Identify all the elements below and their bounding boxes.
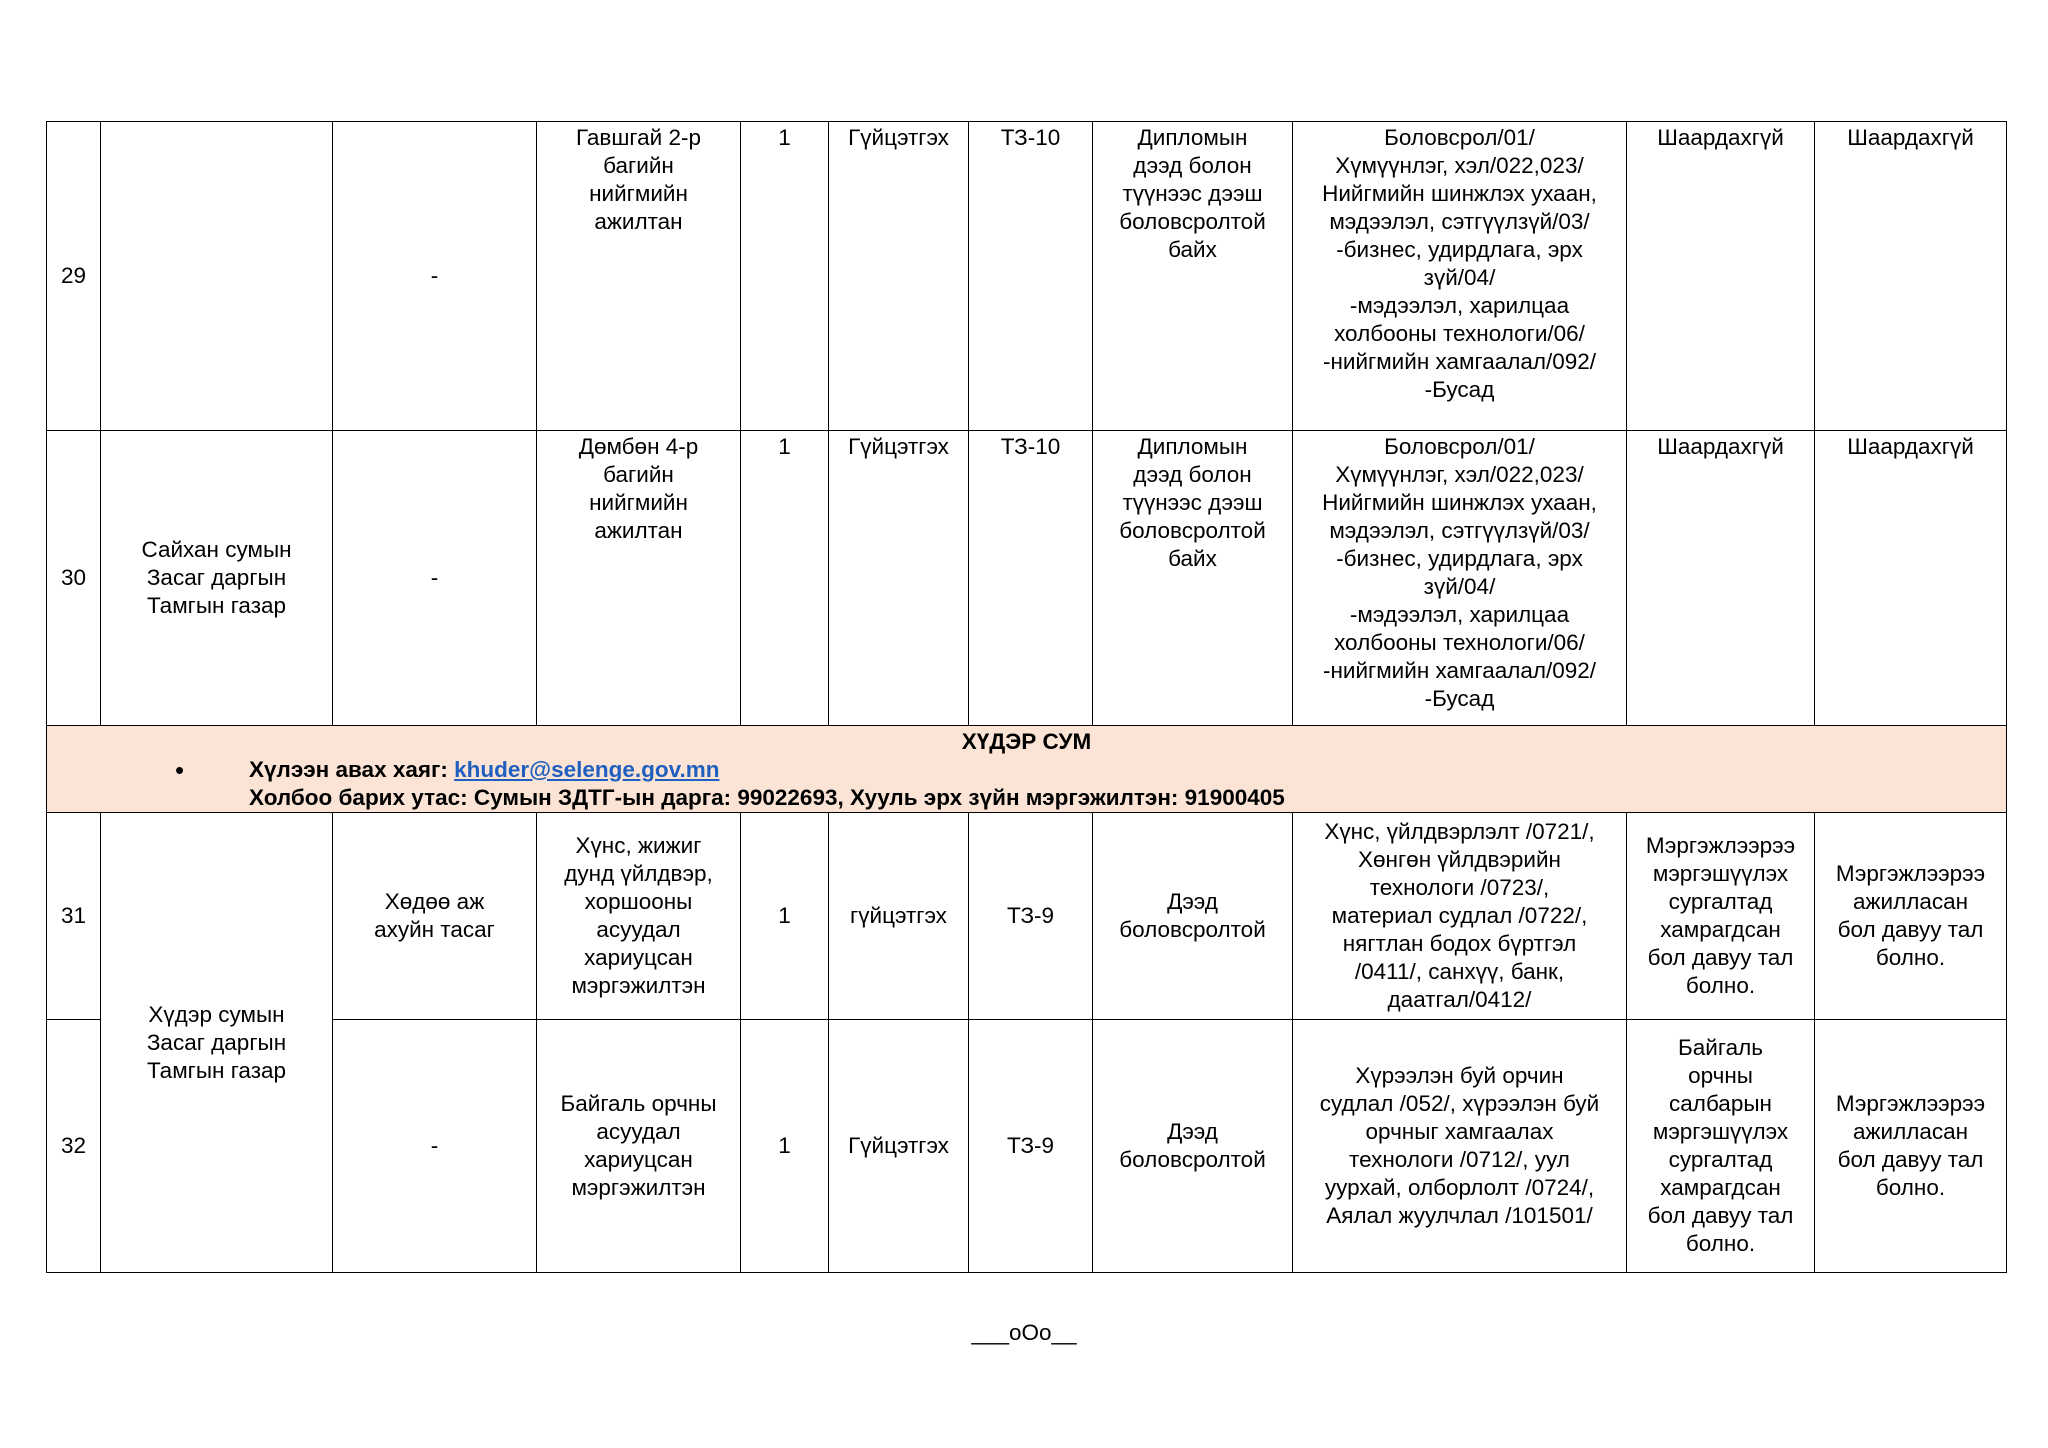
job-vacancy-table [46,121,2007,1273]
department-cell: - [333,431,537,726]
education-cell [1093,1020,1293,1273]
profession-cell [1293,813,1627,1020]
experience-cell: Шаардахгүй [1815,122,2007,431]
table-row [47,1020,2007,1273]
table-row [47,122,2007,431]
organization-text: Сайхан сумын Засаг даргын Тамгын газар [141,537,292,618]
position-type-cell: Гүйцэтгэх [829,1020,969,1273]
experience-text: Мэргэжлээрээ ажилласан бол давуу тал болно. [1835,861,1986,970]
department-text: Хөдөө аж ахуйн тасаг [374,889,495,942]
education-cell [1093,122,1293,431]
footer-ornament: ___oOo__ [971,1320,1077,1345]
education-text: Дээд боловсролтой [1119,889,1266,942]
section-header-cell [47,726,2007,813]
row-number: 32 [47,1020,101,1273]
count-cell: 1 [741,431,829,726]
training-cell [1627,1020,1815,1273]
grade-cell: ТЗ-10 [969,122,1093,431]
department-cell: - [333,122,537,431]
education-cell [1093,813,1293,1020]
education-text: Дипломын дээд болон түүнээс дээш боловсролтой байх [1119,125,1266,262]
position-cell [537,1020,741,1273]
grade-cell: ТЗ-9 [969,1020,1093,1273]
training-cell: Шаардахгүй [1627,122,1815,431]
bullet-icon: • [175,755,185,785]
email-link[interactable]: khuder@selenge.gov.mn [454,757,720,782]
row-number: 29 [47,122,101,431]
section-header-row [47,726,2007,813]
row-number: 30 [47,431,101,726]
row-number: 31 [47,813,101,1020]
table-row [47,431,2007,726]
position-text: Хүнс, жижиг дунд үйлдвэр, хоршооны асуудал хариуцсан мэргэжилтэн [564,833,713,998]
organization-cell [101,122,333,431]
contact-phone-line: Холбоо барих утас: Сумын ЗДТГ-ын дарга: 99022693, Хууль эрх зүйн мэргэжилтэн: 91900405 [249,785,1285,810]
profession-cell [1293,122,1627,431]
organization-cell [101,813,333,1273]
profession-cell [1293,1020,1627,1273]
education-cell [1093,431,1293,726]
count-cell: 1 [741,1020,829,1273]
job-vacancy-table-page [46,121,2007,1273]
profession-text: Боловсрол/01/ Хүмүүнлэг, хэл/022,023/ Нийгмийн шинжлэх ухаан, мэдээлэл, сэтгүүлзүй/03/ -бизнес, удирдлага, эрх зүй/04/ -мэдээлэл, харилцаа холбооны технологи/06/ -нийгмийн хамгаалал/092/ -Бусад [1322,125,1597,402]
training-text: Байгаль орчны салбарын мэргэшүүлэх сургалтад хамрагдсан бол давуу тал болно. [1647,1035,1794,1256]
email-line [249,756,719,784]
training-cell [1627,813,1815,1020]
position-type-cell: Гүйцэтгэх [829,122,969,431]
profession-text: Хүрээлэн буй орчин судлал /052/, хүрээлэн буй орчныг хамгаалах технологи /0712/, уул уурхай, олборлолт /0724/, Аялал жуулчлал /101501/ [1319,1063,1600,1228]
position-cell [537,122,741,431]
experience-cell [1815,813,2007,1020]
department-cell [333,813,537,1020]
profession-cell [1293,431,1627,726]
section-title: ХҮДЭР СУМ [961,729,1092,754]
profession-text: Хүнс, үйлдвэрлэлт /0721/, Хөнгөн үйлдвэрийн технологи /0723/, материал судлал /0722/, нягтлан бодох бүртгэл /0411/, санхүү, банк, даатгал/0412/ [1324,819,1595,1012]
department-cell: - [333,1020,537,1273]
organization-cell [101,431,333,726]
training-cell: Шаардахгүй [1627,431,1815,726]
training-text: Мэргэжлээрээ мэргэшүүлэх сургалтад хамрагдсан бол давуу тал болно. [1645,833,1796,998]
experience-cell [1815,1020,2007,1273]
count-cell: 1 [741,122,829,431]
email-label: Хүлээн авах хаяг: [249,757,455,782]
grade-cell: ТЗ-9 [969,813,1093,1020]
count-cell: 1 [741,813,829,1020]
position-type-cell: гүйцэтгэх [829,813,969,1020]
position-type-cell: Гүйцэтгэх [829,431,969,726]
table-row [47,813,2007,1020]
position-text: Гавшгай 2-р багийн нийгмийн ажилтан [575,125,701,234]
experience-cell: Шаардахгүй [1815,431,2007,726]
profession-text: Боловсрол/01/ Хүмүүнлэг, хэл/022,023/ Нийгмийн шинжлэх ухаан, мэдээлэл, сэтгүүлзүй/03/ -бизнес, удирдлага, эрх зүй/04/ -мэдээлэл, харилцаа холбооны технологи/06/ -нийгмийн хамгаалал/092/ -Бусад [1322,434,1597,711]
position-text: Дөмбөн 4-р багийн нийгмийн ажилтан [578,434,699,543]
education-text: Дээд боловсролтой [1119,1119,1266,1172]
education-text: Дипломын дээд болон түүнээс дээш боловсролтой байх [1119,434,1266,571]
organization-text: Хүдэр сумын Засаг даргын Тамгын газар [146,1001,287,1083]
experience-text: Мэргэжлээрээ ажилласан бол давуу тал болно. [1835,1091,1986,1200]
position-text: Байгаль орчны асуудал хариуцсан мэргэжилтэн [560,1091,717,1200]
position-cell [537,813,741,1020]
position-cell [537,431,741,726]
grade-cell: ТЗ-10 [969,431,1093,726]
